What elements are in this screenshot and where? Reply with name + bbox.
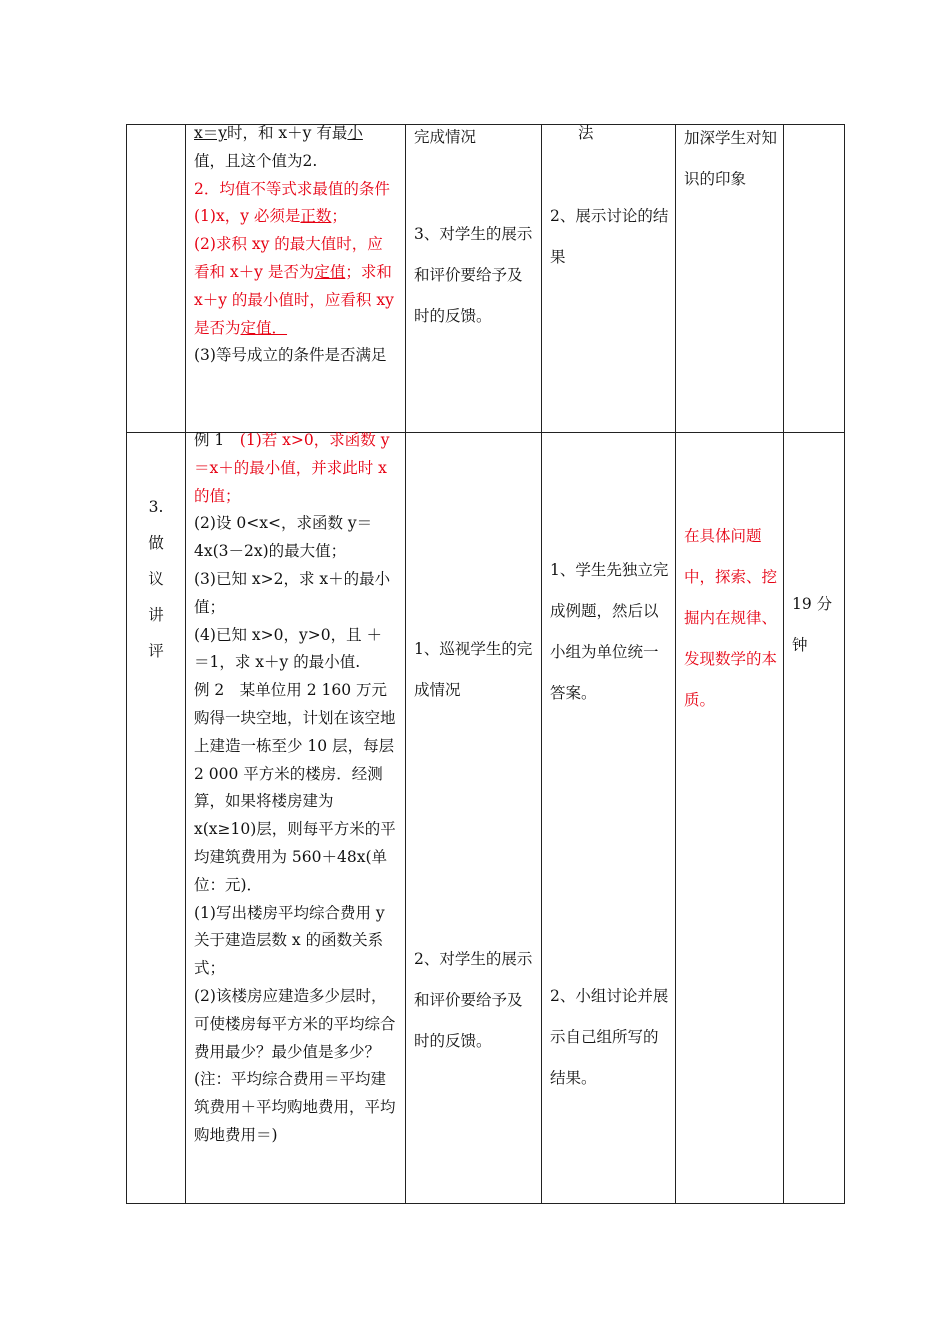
- text-span: ；求和 x＋y 的最小值时，应看积 xy 是否为: [194, 262, 394, 337]
- row2-student-activity-1: 1、学生先独立完成例题，然后以小组为单位统一答案。: [550, 561, 669, 702]
- text-line: 值，且这个值为2.: [194, 151, 318, 170]
- condition-1: [194, 203, 397, 231]
- example-2-part-1: (1)写出楼房平均综合费用 y 关于建造层数 x 的函数关系式；: [194, 903, 385, 978]
- lesson-plan-table: [126, 124, 845, 1204]
- condition-3: (3)等号成立的条件是否满足: [194, 346, 387, 365]
- column-divider: [126, 124, 127, 1204]
- student-activity-line: 法: [578, 124, 594, 142]
- teacher-activity: 3、对学生的展示和评价要给予及时的反馈。: [414, 224, 533, 325]
- student-activity: 2、展示讨论的结果: [550, 206, 669, 266]
- text-span: ；: [331, 207, 347, 226]
- column-divider: [185, 124, 186, 1204]
- example-2: 例 2 某单位用 2 160 万元购得一块空地，计划在该空地上建造一栋至少 10 层，每层 2 000 平方米的楼房．经测算，如果将楼房建为 x(x≥10)层，则每平方米的平均建筑费用为 560＋48x(单位：元)．: [194, 681, 396, 894]
- example-1: [194, 427, 397, 510]
- example-1-part-3: (3)已知 x>2，求 x＋的最小值；: [194, 569, 391, 616]
- row2-teacher-activity-1: 1、巡视学生的完成情况: [414, 640, 533, 699]
- example-1-part-2: (2)设 0<x<，求函数 y＝4x(3－2x)的最大值；: [194, 514, 373, 561]
- text-span: (1)x，y 必须是: [194, 207, 301, 226]
- row2-student-activity-2: 2、小组讨论并展示自己组所写的结果。: [550, 987, 669, 1087]
- row2-content-cell: [194, 427, 397, 1150]
- row1-content-cell: [194, 120, 397, 370]
- teacher-activity-line: 完成情况: [414, 128, 477, 146]
- section-heading: 2．均值不等式求最值的条件: [194, 179, 390, 198]
- example-2-note: (注：平均综合费用＝平均建筑费用＋平均购地费用，平均购地费用＝): [194, 1070, 396, 1144]
- stage-label: [134, 489, 178, 669]
- stage-number: 3.: [148, 498, 164, 516]
- text-span: (2)求积 xy 的最大值时，应看和 x＋y 是否为: [194, 235, 383, 281]
- stage-char: 做: [148, 534, 164, 552]
- row1-teacher-cell: [414, 124, 536, 337]
- text-span: 时，和 x＋y 有最: [227, 124, 348, 142]
- stage-char: 讲: [148, 606, 164, 624]
- time-allocation: 19 分钟: [792, 595, 833, 654]
- stage-char: 议: [148, 570, 164, 588]
- example-2-part-2: (2)该楼房应建造多少层时，可使楼房每平方米的平均综合费用最少？最少值是多少？: [194, 986, 396, 1061]
- text-span: 定值．: [240, 318, 288, 337]
- row2-teacher-activity-2: 2、对学生的展示和评价要给予及时的反馈。: [414, 950, 533, 1050]
- column-divider: [541, 124, 542, 1204]
- equality-condition: x＝y: [194, 124, 227, 142]
- row1-student-cell: [550, 120, 670, 278]
- row1-design-intent: 加深学生对知识的印象: [684, 129, 778, 188]
- example-1-part-1: (1)若 x>0，求函数 y＝x＋的最小值，并求此时 x 的值；: [194, 431, 390, 505]
- example-1-part-4: (4)已知 x>0，y>0，且 ＋ ＝1，求 x＋y 的最小值.: [194, 625, 383, 672]
- row2-design-intent: 在具体问题中，探索、挖掘内在规律、发现数学的本质。: [684, 527, 778, 709]
- column-divider: [844, 124, 845, 1204]
- example-label: 例 1: [194, 431, 240, 449]
- stage-char: 评: [148, 642, 164, 660]
- table-border-bottom: [126, 1203, 845, 1204]
- column-divider: [405, 124, 406, 1204]
- text-span: 小: [347, 124, 363, 142]
- text-span: 定值: [314, 262, 346, 281]
- column-divider: [783, 124, 784, 1204]
- condition-2: [194, 231, 397, 342]
- column-divider: [675, 124, 676, 1204]
- text-span: 正数: [300, 207, 332, 226]
